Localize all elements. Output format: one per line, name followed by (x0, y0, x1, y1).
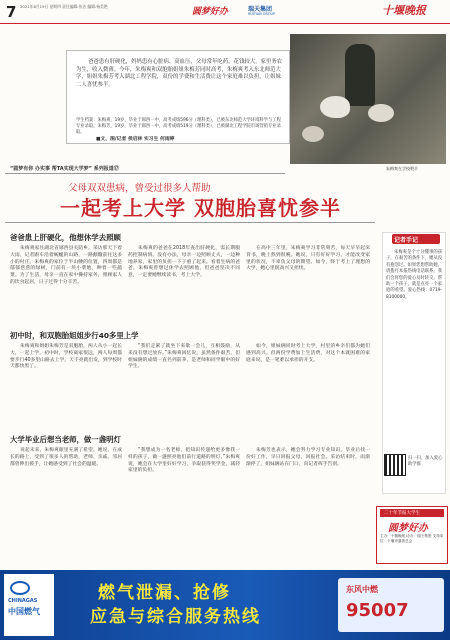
headline-sub: 父母双双患病，曾受过很多人帮助 (68, 183, 211, 194)
section-heading: 爸爸患上肝硬化，他想休学去照顾 (10, 233, 121, 242)
article-column: 朱梅芳也表示，她会努力学习专业知识，毕业后找一份好工作，早日回报父母，回报社会。采访结束时，雨渐渐停了，姐妹俩站在门口，向记者挥手告别。 (246, 448, 370, 467)
article-column: 如今，姐妹俩同时考上大学，村里的乡亲们都为她们感到高兴。但两份学费加上生活费，对这个本就困难的家庭来说，是一笔难以承担的开支。 (246, 344, 370, 363)
section-heading: 大学毕业后想当老师，做一盏明灯 (10, 435, 121, 444)
photo-person (345, 44, 375, 106)
reporter-note-title: 记者手记 (394, 237, 419, 244)
photo-goat (320, 96, 350, 118)
series-title: “圆梦有你 办实事 帮TA实现大学梦” 系列报道⑰ (10, 166, 119, 172)
photo-caption: 朱梅爽在学校喂羊 (386, 166, 418, 171)
ad-logo-cn: 中国燃气 (8, 607, 40, 616)
brand-center: 瑞天集团 (248, 6, 273, 13)
ad-hotline-label: 东风中燃 (346, 585, 378, 594)
section-heading: 初中时，和双胞胎姐姐步行40多里上学 (10, 331, 139, 340)
reporter-note-text: 朱梅爽是个十分懂事的孩子，在艰苦的条件下，她从没有抱怨过。如果您想帮助她，请拨打本报热线电话联系，我们会将您的爱心及时转交。帮助一个孩子，就是点亮一个家庭的希望。爱心热线：0719-8100000。 (386, 250, 442, 300)
page-number: 7 (6, 3, 17, 21)
brand-left: 圆梦好办 (192, 7, 229, 17)
ad-hotline-number: 95007 (346, 600, 409, 621)
sponsor-info: 主办：十堰晚报 协办：瑞天集团 支持单位：十堰市慈善总会 (380, 534, 444, 544)
divider (5, 222, 375, 223)
ad-logo-en: CHINAGAS (8, 598, 38, 604)
headline-main: 一起考上大学 双胞胎喜忧参半 (60, 196, 341, 220)
ad-slogan-line1: 燃气泄漏、抢修 (98, 583, 231, 603)
article-column: “我们走累了就坐下来歇一会儿，互相鼓励，从来没有想过放弃。”朱梅爽回忆说。虽然条件艰苦，但姐妹俩的成绩一直名列前茅，是老师和同学眼中的好学生。 (128, 344, 240, 370)
qr-code-text: 扫一扫，加入爱心助学群 (408, 456, 443, 467)
article-column: 说起未来，朱梅爽眼里充满了希望。她说，在成长的路上，受到了很多人的帮助，老师、亲戚、邻居都曾伸出援手，让她感受到了社会的温暖。 (10, 448, 122, 467)
sponsor-title: 二十年节报大学生 (384, 511, 420, 516)
article-column: 朱梅爽家住湖北省郧西县关防乡。采访那天下着大雨，记者跟车沿着蜿蜒的山路，一路颠簸前往这多小的村庄。朱梅爽的家位于半山腰的位置，四周都是郁郁葱葱的绿树，门前有一块小菜地，种着一些蔬菜。为了生活，母亲一直在家中操持家务，照顾家人的饮食起居，日子过得十分辛苦。 (10, 246, 122, 285)
byline: ■文、图/记者 侯启林 实习生 何雨婷 (96, 137, 175, 142)
qr-code-icon[interactable] (384, 454, 406, 476)
intro-text: 爸爸患有肝硬化，妈妈患有心脏病、高血压，父母常年吃药，花钱较大，家里务农为生，收入微薄。今年，朱梅爽和双胞胎姐姐朱梅芳同时高考，朱梅爽考入东北师范大学，姐姐朱梅芳考入湖北工程学院，双份的学费和生活费让这个家庭难以负担，让姐妹二人喜忧参半。 (76, 59, 283, 88)
sponsor-brand: 圆梦好办 (388, 523, 428, 534)
article-column: “我想成为一名老师，把知识传递给更多像我一样的孩子，做一盏照亮他们前行道路的明灯。”朱梅爽说，她会在大学里好好学习，争取获得奖学金，减轻家里的负担。 (128, 448, 240, 474)
article-column: 朱梅爽的爸爸在2018年查出肝硬化，需长期服药控制病情。没有办法，母亲一边照顾丈夫，一边种地养家，家里的负担一下子重了起来。看着生病的爸爸，朱梅爽曾想过休学去照顾他，但爸爸坚决不同意，一定要她继续读书，考上大学。 (128, 246, 240, 279)
chinagas-logo-icon (10, 581, 30, 595)
article-column: 朱梅爽和姐姐朱梅芳是双胞胎，两人从小一起长大，一起上学。初中时，学校离家很远，两人每周都要步行40多里山路去上学，天不亮就出发，到学校时天都快黑了。 (10, 344, 122, 370)
brand-center-sub: RUITIAN GROUP (248, 12, 276, 16)
photo-goat (302, 126, 324, 142)
photo-goat (368, 104, 394, 122)
student-profile: 学生档案：朱梅爽，19岁，毕业于郧西一中，高考成绩596分（理科类），已被东北师范大学环境科学与工程专业录取。朱梅芳，19岁，毕业于郧西一中，高考成绩519分（理科类），已被湖北工程学院市场营销专业录取。 (76, 118, 281, 135)
brand-right: 十堰晚报 (382, 4, 426, 17)
article-column: 在高中三年里，朱梅爽学习非常刻苦，每天早早起床背书，晚上熬到很晚。她说，只有好好学习，才能改变家里的状况，不辜负父母的期望。如今，终于考上了理想的大学，她心里既高兴又担忧。 (246, 246, 370, 272)
ad-slogan-line2: 应急与综合服务热线 (90, 607, 261, 627)
header-info: 2021年8月19日 星期四 责任编辑:张洁 编辑:杨美艳 (20, 4, 108, 9)
